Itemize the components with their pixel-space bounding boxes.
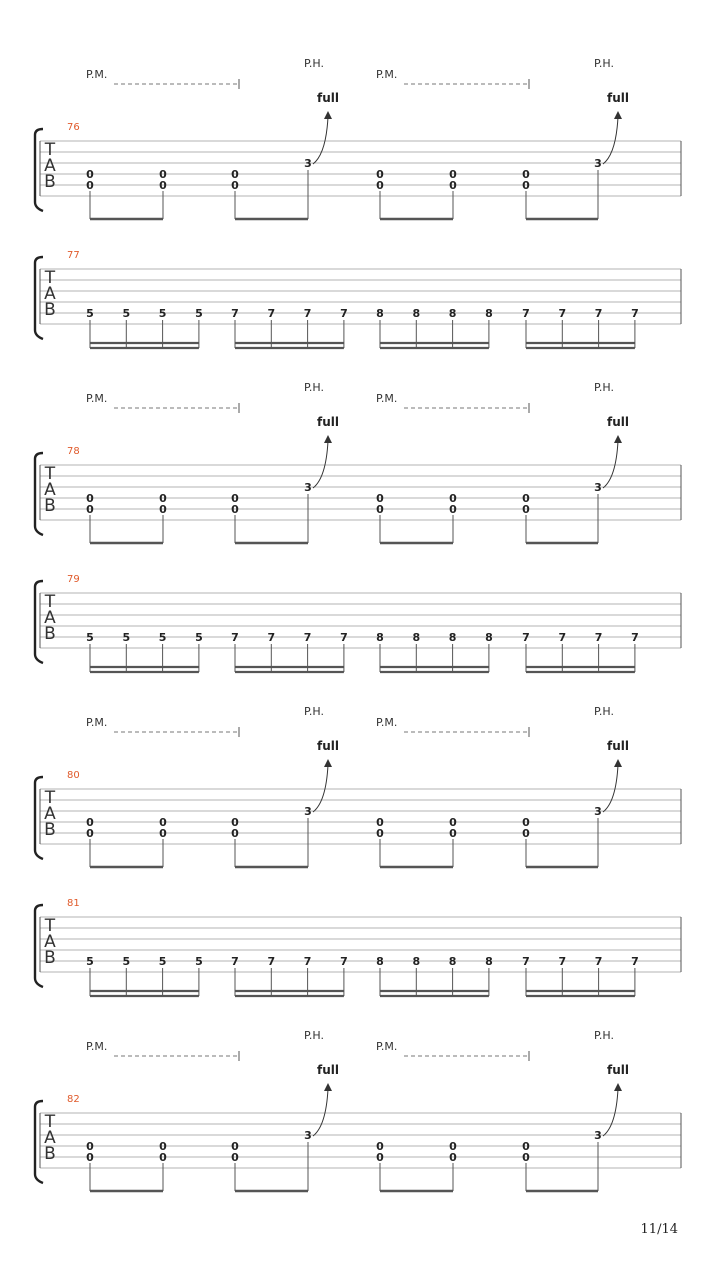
fret-number: 5: [122, 631, 131, 644]
fret-number: 0: [449, 503, 457, 516]
page-number: 11/14: [640, 1222, 678, 1237]
fret-number: 8: [376, 955, 384, 968]
measure-number: 79: [67, 574, 80, 585]
bend-arrow-head: [324, 111, 332, 119]
fret-number: 5: [122, 307, 131, 320]
fret-number: 8: [485, 955, 493, 968]
fret-number: 7: [303, 307, 312, 320]
tab-system-79: [35, 574, 681, 672]
tab-clef-letter: A: [44, 284, 56, 304]
fret-number: 0: [449, 1151, 457, 1164]
fret-number: 8: [412, 631, 421, 644]
bend-amount-label: full: [317, 91, 339, 105]
fret-number: 0: [522, 168, 530, 181]
fret-number: 8: [376, 631, 384, 644]
measure-number: 82: [67, 1094, 80, 1105]
tab-clef-letter: B: [44, 172, 56, 192]
bend-amount-label: full: [317, 739, 339, 753]
pinch-harmonic-label: P.H.: [594, 381, 614, 394]
tab-clef-letter: A: [44, 608, 56, 628]
pinch-harmonic-label: P.H.: [304, 57, 324, 70]
fret-number: 0: [449, 816, 457, 829]
fret-number: 0: [376, 503, 384, 516]
fret-number: 5: [195, 955, 203, 968]
fret-number: 7: [558, 955, 567, 968]
fret-number: 3: [304, 157, 312, 170]
fret-number: 5: [122, 955, 131, 968]
fret-number: 0: [376, 827, 384, 840]
bend-arrow-head: [614, 1083, 622, 1091]
fret-number: 0: [159, 492, 167, 505]
tab-clef-letter: A: [44, 932, 56, 952]
measure-number: 76: [67, 122, 80, 133]
fret-number: 0: [522, 1151, 530, 1164]
fret-number: 0: [449, 827, 457, 840]
palm-mute-label: P.M.: [86, 1040, 108, 1053]
fret-number: 0: [159, 179, 167, 192]
fret-number: 7: [558, 631, 567, 644]
pinch-harmonic-label: P.H.: [304, 381, 324, 394]
palm-mute-label: P.M.: [376, 716, 398, 729]
fret-number: 8: [412, 307, 421, 320]
bend-arrow: [313, 117, 328, 164]
fret-number: 0: [376, 1151, 384, 1164]
bend-amount-label: full: [607, 415, 629, 429]
fret-number: 0: [86, 1151, 94, 1164]
fret-number: 0: [159, 1151, 167, 1164]
bend-arrow: [603, 1089, 618, 1136]
fret-number: 7: [340, 955, 348, 968]
fret-number: 7: [522, 955, 530, 968]
palm-mute-label: P.M.: [376, 1040, 398, 1053]
tab-clef-letter: T: [44, 268, 56, 288]
measure-number: 80: [67, 770, 80, 781]
fret-number: 0: [86, 492, 94, 505]
fret-number: 3: [594, 157, 602, 170]
fret-number: 0: [376, 816, 384, 829]
fret-number: 0: [449, 1140, 457, 1153]
fret-number: 7: [267, 307, 276, 320]
tab-system-82: [35, 1029, 681, 1191]
measure-number: 77: [67, 250, 80, 261]
bend-arrow-head: [614, 111, 622, 119]
tab-clef-letter: B: [44, 624, 56, 644]
fret-number: 7: [231, 631, 239, 644]
fret-number: 0: [86, 816, 94, 829]
fret-number: 0: [231, 492, 239, 505]
pinch-harmonic-label: P.H.: [304, 705, 324, 718]
fret-number: 7: [267, 631, 276, 644]
tab-clef-letter: B: [44, 300, 56, 320]
fret-number: 0: [376, 492, 384, 505]
tab-clef-letter: B: [44, 820, 56, 840]
fret-number: 0: [231, 179, 239, 192]
fret-number: 7: [558, 307, 567, 320]
pinch-harmonic-label: P.H.: [304, 1029, 324, 1042]
tab-clef-letter: T: [44, 592, 56, 612]
palm-mute-label: P.M.: [376, 392, 398, 405]
fret-number: 7: [340, 631, 348, 644]
fret-number: 7: [231, 955, 239, 968]
fret-number: 8: [448, 631, 457, 644]
fret-number: 3: [304, 805, 312, 818]
fret-number: 3: [594, 1129, 602, 1142]
fret-number: 5: [86, 955, 94, 968]
fret-number: 0: [231, 503, 239, 516]
fret-number: 7: [522, 631, 530, 644]
fret-number: 0: [522, 827, 530, 840]
pinch-harmonic-label: P.H.: [594, 1029, 614, 1042]
tab-clef-letter: A: [44, 804, 56, 824]
fret-number: 5: [86, 307, 94, 320]
bend-arrow: [313, 765, 328, 812]
fret-number: 7: [231, 307, 239, 320]
fret-number: 0: [449, 179, 457, 192]
fret-number: 5: [195, 631, 203, 644]
fret-number: 8: [412, 955, 421, 968]
bend-amount-label: full: [317, 1063, 339, 1077]
pinch-harmonic-label: P.H.: [594, 57, 614, 70]
fret-number: 0: [449, 168, 457, 181]
tab-system-80: [35, 705, 681, 867]
fret-number: 8: [485, 631, 493, 644]
tab-clef-letter: T: [44, 788, 56, 808]
fret-number: 7: [631, 955, 639, 968]
pinch-harmonic-label: P.H.: [594, 705, 614, 718]
fret-number: 0: [159, 827, 167, 840]
measure-number: 81: [67, 898, 80, 909]
fret-number: 0: [231, 168, 239, 181]
fret-number: 0: [376, 1140, 384, 1153]
fret-number: 8: [448, 307, 457, 320]
fret-number: 8: [448, 955, 457, 968]
bend-amount-label: full: [607, 91, 629, 105]
fret-number: 0: [522, 503, 530, 516]
tab-system-77: [35, 250, 681, 348]
fret-number: 0: [86, 503, 94, 516]
fret-number: 0: [86, 1140, 94, 1153]
fret-number: 0: [231, 1151, 239, 1164]
bend-arrow: [603, 765, 618, 812]
fret-number: 7: [267, 955, 276, 968]
fret-number: 7: [631, 631, 639, 644]
tab-clef-letter: B: [44, 1144, 56, 1164]
fret-number: 0: [231, 816, 239, 829]
bend-arrow: [313, 1089, 328, 1136]
fret-number: 7: [594, 631, 603, 644]
bend-arrow: [313, 441, 328, 488]
fret-number: 5: [195, 307, 203, 320]
tab-clef-letter: A: [44, 480, 56, 500]
fret-number: 3: [594, 481, 602, 494]
fret-number: 0: [522, 492, 530, 505]
fret-number: 0: [86, 168, 94, 181]
fret-number: 0: [86, 827, 94, 840]
bend-amount-label: full: [607, 739, 629, 753]
bend-arrow: [603, 117, 618, 164]
measure-number: 78: [67, 446, 80, 457]
fret-number: 7: [340, 307, 348, 320]
fret-number: 8: [485, 307, 493, 320]
bend-amount-label: full: [317, 415, 339, 429]
fret-number: 5: [158, 307, 167, 320]
tab-system-81: [35, 898, 681, 996]
fret-number: 0: [376, 168, 384, 181]
fret-number: 7: [594, 955, 603, 968]
tab-clef-letter: T: [44, 1112, 56, 1132]
bend-arrow-head: [614, 759, 622, 767]
tab-clef-letter: A: [44, 1128, 56, 1148]
fret-number: 5: [86, 631, 94, 644]
fret-number: 7: [522, 307, 530, 320]
fret-number: 0: [522, 179, 530, 192]
fret-number: 0: [522, 1140, 530, 1153]
fret-number: 0: [159, 1140, 167, 1153]
fret-number: 8: [376, 307, 384, 320]
fret-number: 7: [631, 307, 639, 320]
fret-number: 3: [594, 805, 602, 818]
bend-arrow-head: [324, 759, 332, 767]
fret-number: 0: [522, 816, 530, 829]
bend-arrow-head: [324, 1083, 332, 1091]
fret-number: 3: [304, 1129, 312, 1142]
tab-system-78: [35, 381, 681, 543]
fret-number: 0: [86, 179, 94, 192]
fret-number: 0: [376, 179, 384, 192]
fret-number: 3: [304, 481, 312, 494]
bend-amount-label: full: [607, 1063, 629, 1077]
bend-arrow-head: [324, 435, 332, 443]
fret-number: 0: [159, 503, 167, 516]
tab-clef-letter: T: [44, 140, 56, 160]
fret-number: 5: [158, 631, 167, 644]
tab-clef-letter: B: [44, 496, 56, 516]
fret-number: 7: [303, 955, 312, 968]
palm-mute-label: P.M.: [376, 68, 398, 81]
tab-clef-letter: T: [44, 916, 56, 936]
tab-clef-letter: B: [44, 948, 56, 968]
palm-mute-label: P.M.: [86, 68, 108, 81]
fret-number: 0: [159, 816, 167, 829]
fret-number: 0: [449, 492, 457, 505]
tab-clef-letter: T: [44, 464, 56, 484]
tab-clef-letter: A: [44, 156, 56, 176]
fret-number: 5: [158, 955, 167, 968]
fret-number: 7: [303, 631, 312, 644]
palm-mute-label: P.M.: [86, 716, 108, 729]
fret-number: 7: [594, 307, 603, 320]
tab-system-76: [35, 57, 681, 219]
fret-number: 0: [231, 827, 239, 840]
bend-arrow: [603, 441, 618, 488]
fret-number: 0: [231, 1140, 239, 1153]
bend-arrow-head: [614, 435, 622, 443]
palm-mute-label: P.M.: [86, 392, 108, 405]
fret-number: 0: [159, 168, 167, 181]
